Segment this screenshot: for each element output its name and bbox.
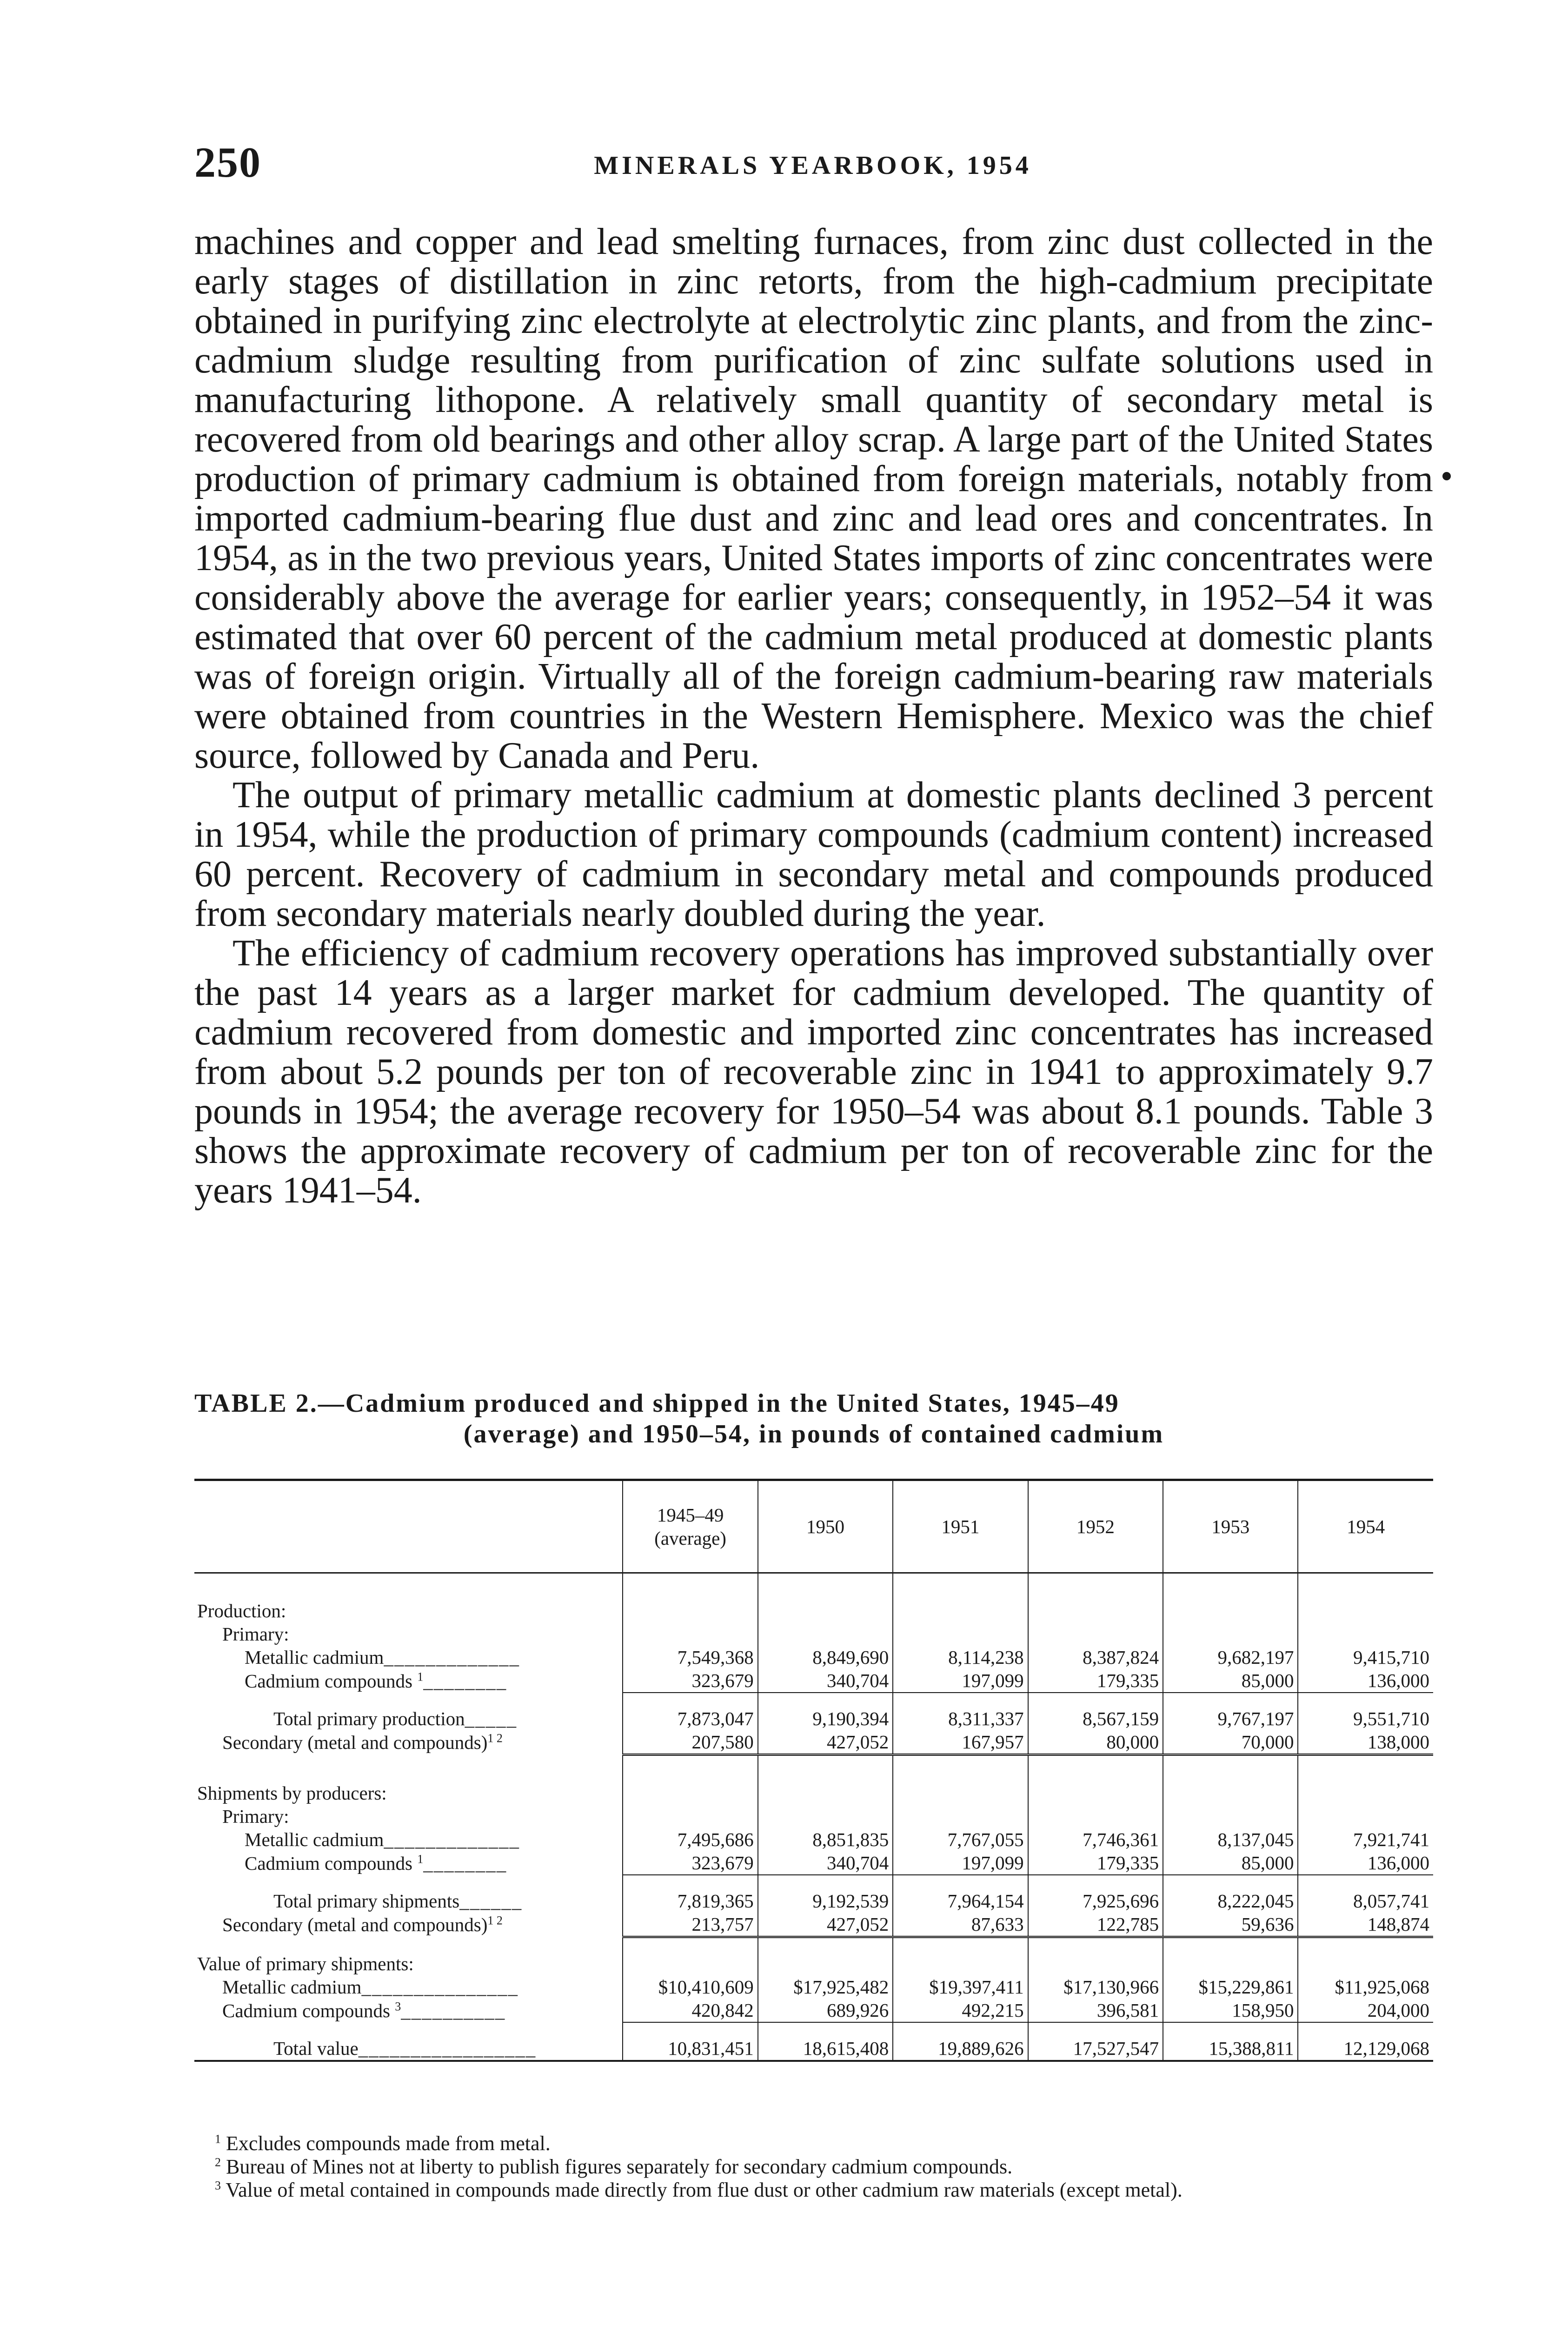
table-section-row [194, 1952, 1433, 1975]
table-cell: 197,099 [893, 1851, 1028, 1875]
row-label-text: Secondary (metal and compounds) [222, 1914, 488, 1936]
leader-dots: _____________ [384, 1829, 520, 1850]
section-label: Shipments by producers: [197, 1782, 387, 1804]
table-cell: 179,335 [1028, 1669, 1163, 1693]
footnote-text: Excludes compounds made from metal. [226, 2132, 551, 2155]
section-label: Value of primary shipments: [197, 1953, 414, 1974]
table-cell: 80,000 [1028, 1730, 1163, 1755]
row-label [194, 1828, 623, 1851]
table-cell: 7,921,741 [1298, 1828, 1433, 1851]
footnote-ref: 1 2 [487, 1913, 503, 1927]
section-label: Primary: [222, 1806, 289, 1827]
table-cell: 323,679 [623, 1669, 757, 1693]
table-row [194, 1913, 1433, 1937]
footnote [194, 2132, 1433, 2155]
table-cell: $11,925,068 [1298, 1975, 1433, 1999]
column-header: 1950 [758, 1480, 893, 1573]
column-header-line: 1945–49 [657, 1504, 724, 1526]
column-header-line: (average) [654, 1528, 726, 1549]
table-cell: 138,000 [1298, 1730, 1433, 1755]
table-cell: 18,615,408 [758, 2037, 893, 2061]
table-cell: 9,551,710 [1298, 1707, 1433, 1730]
table-cell: 136,000 [1298, 1669, 1433, 1693]
leader-dots: _________________ [358, 2038, 537, 2059]
table-row [194, 2037, 1433, 2061]
table-cell: 7,964,154 [893, 1889, 1028, 1913]
leader-dots: ________ [423, 1852, 507, 1874]
table-cell: $19,397,411 [893, 1975, 1028, 1999]
footnote-ref: 1 [417, 1852, 424, 1866]
row-label [194, 1707, 623, 1730]
table-cell: 17,527,547 [1028, 2037, 1163, 2061]
section-label: Production: [197, 1600, 286, 1621]
running-head: MINERALS YEARBOOK, 1954 [594, 151, 1032, 180]
table-cell: 340,704 [758, 1669, 893, 1693]
table-cell: 8,114,238 [893, 1646, 1028, 1669]
table-caption-line: TABLE 2.—Cadmium produced and shipped in the United States, 1945–49 [194, 1389, 1120, 1418]
table-row [194, 1975, 1433, 1999]
table-cell: 85,000 [1163, 1851, 1298, 1875]
row-label-text: Secondary (metal and compounds) [222, 1732, 488, 1754]
table-cell: 204,000 [1298, 1999, 1433, 2022]
leader-dots: _____________ [384, 1647, 520, 1668]
table-cell: 427,052 [758, 1730, 893, 1755]
leader-dots: ______ [459, 1890, 523, 1912]
row-label-text: Cadmium compounds [245, 1852, 413, 1874]
leader-dots: _____ [465, 1708, 518, 1729]
table-cell: 19,889,626 [893, 2037, 1028, 2061]
table-cell: 207,580 [623, 1730, 757, 1755]
table-cell: 197,099 [893, 1669, 1028, 1693]
table-row [194, 1999, 1433, 2022]
table-cell: 148,874 [1298, 1913, 1433, 1937]
table-cell: 10,831,451 [623, 2037, 757, 2061]
table-cell: 9,415,710 [1298, 1646, 1433, 1669]
row-label [194, 1913, 623, 1937]
table-section-row [194, 1622, 1433, 1646]
footnotes [194, 2132, 1433, 2202]
table-cell: 8,387,824 [1028, 1646, 1163, 1669]
leader-dots: ________ [423, 1670, 507, 1692]
table-cell: 7,746,361 [1028, 1828, 1163, 1851]
table-cell: 427,052 [758, 1913, 893, 1937]
table-cell: 8,851,835 [758, 1828, 893, 1851]
column-header: 1952 [1028, 1480, 1163, 1573]
footnote-text: Bureau of Mines not at liberty to publish figures separately for secondary cadmium compounds. [226, 2155, 1013, 2178]
footnote [194, 2155, 1433, 2179]
table-cell: 167,957 [893, 1730, 1028, 1755]
table-cell: 158,950 [1163, 1999, 1298, 2022]
table-row [194, 1646, 1433, 1669]
footnote-text: Value of metal contained in compounds made directly from flue dust or other cadmium raw materials (except metal). [226, 2179, 1183, 2201]
table-row [194, 1669, 1433, 1693]
page-header [194, 138, 1431, 193]
table-cell: 7,925,696 [1028, 1889, 1163, 1913]
table-cell: 420,842 [623, 1999, 757, 2022]
table-caption-line: (average) and 1950–54, in pounds of contained cadmium [463, 1420, 1164, 1448]
body-text [194, 222, 1433, 1210]
row-label-text: Metallic cadmium [245, 1647, 384, 1668]
table-row [194, 1730, 1433, 1755]
table-cell: 9,767,197 [1163, 1707, 1298, 1730]
paragraph: machines and copper and lead smelting furnaces, from zinc dust collected in the early stages of distillation in zinc retorts, from the high-cadmium precipitate obtained in purifying zinc electrolyte at electrolytic zinc plants, and from the zinc-cadmium sludge resulting from purification of zinc sulfate solutions used in manufacturing lithopone. A relatively small quantity of secondary metal is recovered from old bearings and other alloy scrap. A large part of the United States production of primary cadmium is obtained from foreign materials, notably from imported cadmium-bearing flue dust and zinc and lead ores and concentrates. In 1954, as in the two previous years, United States imports of zinc concentrates were considerably above the average for earlier years; consequently, in 1952–54 it was estimated that over 60 percent of the cadmium metal produced at domestic plants was of foreign origin. Virtually all of the foreign cadmium-bearing raw materials were obtained from countries in the Western Hemisphere. Mexico was the chief source, followed by Canada and Peru. [194, 221, 1433, 776]
table-section-row [194, 1805, 1433, 1828]
footnote-ref: 1 [417, 1669, 424, 1683]
row-label-text: Cadmium compounds [222, 2000, 391, 2021]
table-row [194, 1851, 1433, 1875]
table-caption [194, 1388, 1433, 1449]
row-label [194, 2037, 623, 2061]
table-section-row [194, 1599, 1433, 1622]
margin-mark [1442, 472, 1451, 480]
table-cell: 340,704 [758, 1851, 893, 1875]
table-cell: 689,926 [758, 1999, 893, 2022]
row-label [194, 1975, 623, 1999]
table-cell: 59,636 [1163, 1913, 1298, 1937]
table-row [194, 1707, 1433, 1730]
table-cell: 12,129,068 [1298, 2037, 1433, 2061]
page-number: 250 [194, 139, 261, 186]
leader-dots: _______________ [361, 1976, 518, 1998]
row-label [194, 1889, 623, 1913]
table-cell: 7,767,055 [893, 1828, 1028, 1851]
row-label-text: Total primary production [273, 1708, 465, 1729]
table-cell: 9,192,539 [758, 1889, 893, 1913]
table-cell: 492,215 [893, 1999, 1028, 2022]
table-cell: 396,581 [1028, 1999, 1163, 2022]
section-label: Primary: [222, 1623, 289, 1645]
table-cell: 7,549,368 [623, 1646, 757, 1669]
table-stub-header [194, 1480, 623, 1573]
table-cell: 9,682,197 [1163, 1646, 1298, 1669]
table-cell: 179,335 [1028, 1851, 1163, 1875]
row-label [194, 1851, 623, 1875]
table-cell: 8,222,045 [1163, 1889, 1298, 1913]
column-header: 1953 [1163, 1480, 1298, 1573]
table-row [194, 1828, 1433, 1851]
footnote-mark: 2 [215, 2155, 221, 2169]
footnote-mark: 1 [215, 2132, 221, 2146]
table-cell: 122,785 [1028, 1913, 1163, 1937]
table-cell: 9,190,394 [758, 1707, 893, 1730]
table-cell: 85,000 [1163, 1669, 1298, 1693]
table-cell: 213,757 [623, 1913, 757, 1937]
table-cell: 70,000 [1163, 1730, 1298, 1755]
table-cell: 8,137,045 [1163, 1828, 1298, 1851]
table-cell: 323,679 [623, 1851, 757, 1875]
table-cell: $17,925,482 [758, 1975, 893, 1999]
table-cell: 7,873,047 [623, 1707, 757, 1730]
table-cell: $10,410,609 [623, 1975, 757, 1999]
paragraph: The efficiency of cadmium recovery operations has improved substantially over the past 14 years as a larger market for cadmium developed. The quantity of cadmium recovered from domestic and imported zinc concentrates has increased from about 5.2 pounds per ton of recoverable zinc in 1941 to approximately 9.7 pounds in 1954; the average recovery for 1950–54 was about 8.1 pounds. Table 3 shows the approximate recovery of cadmium per ton of recoverable zinc for the years 1941–54. [194, 933, 1433, 1211]
row-label-text: Total value [273, 2038, 359, 2059]
table-cell: 8,311,337 [893, 1707, 1028, 1730]
table-cell: 8,057,741 [1298, 1889, 1433, 1913]
table-cell: 7,819,365 [623, 1889, 757, 1913]
table-cell: 15,388,811 [1163, 2037, 1298, 2061]
row-label-text: Cadmium compounds [245, 1670, 413, 1692]
table-section-row [194, 1781, 1433, 1805]
cadmium-table [194, 1479, 1433, 2062]
column-header: 1951 [893, 1480, 1028, 1573]
paragraph: The output of primary metallic cadmium at domestic plants declined 3 percent in 1954, while the production of primary compounds (cadmium content) increased 60 percent. Recovery of cadmium in secondary metal and compounds produced from secondary materials nearly doubled during the year. [194, 775, 1433, 934]
column-header [623, 1480, 757, 1573]
table-cell: 87,633 [893, 1913, 1028, 1937]
row-label-text: Metallic cadmium [245, 1829, 384, 1850]
row-label-text: Metallic cadmium [222, 1976, 362, 1998]
row-label-text: Total primary shipments [273, 1890, 460, 1912]
table-header-row [194, 1480, 1433, 1573]
table-cell: 8,567,159 [1028, 1707, 1163, 1730]
row-label [194, 1669, 623, 1693]
table-cell: 8,849,690 [758, 1646, 893, 1669]
table-cell: $17,130,966 [1028, 1975, 1163, 1999]
footnote-mark: 3 [215, 2179, 221, 2192]
row-label [194, 1999, 623, 2022]
table-cell: $15,229,861 [1163, 1975, 1298, 1999]
table-row [194, 1889, 1433, 1913]
table-cell: 7,495,686 [623, 1828, 757, 1851]
row-label [194, 1646, 623, 1669]
leader-dots: __________ [401, 2000, 506, 2021]
footnote [194, 2179, 1433, 2202]
footnote-ref: 1 2 [487, 1731, 503, 1745]
column-header: 1954 [1298, 1480, 1433, 1573]
row-label [194, 1730, 623, 1755]
table-cell: 136,000 [1298, 1851, 1433, 1875]
footnote-ref: 3 [395, 1999, 401, 2013]
